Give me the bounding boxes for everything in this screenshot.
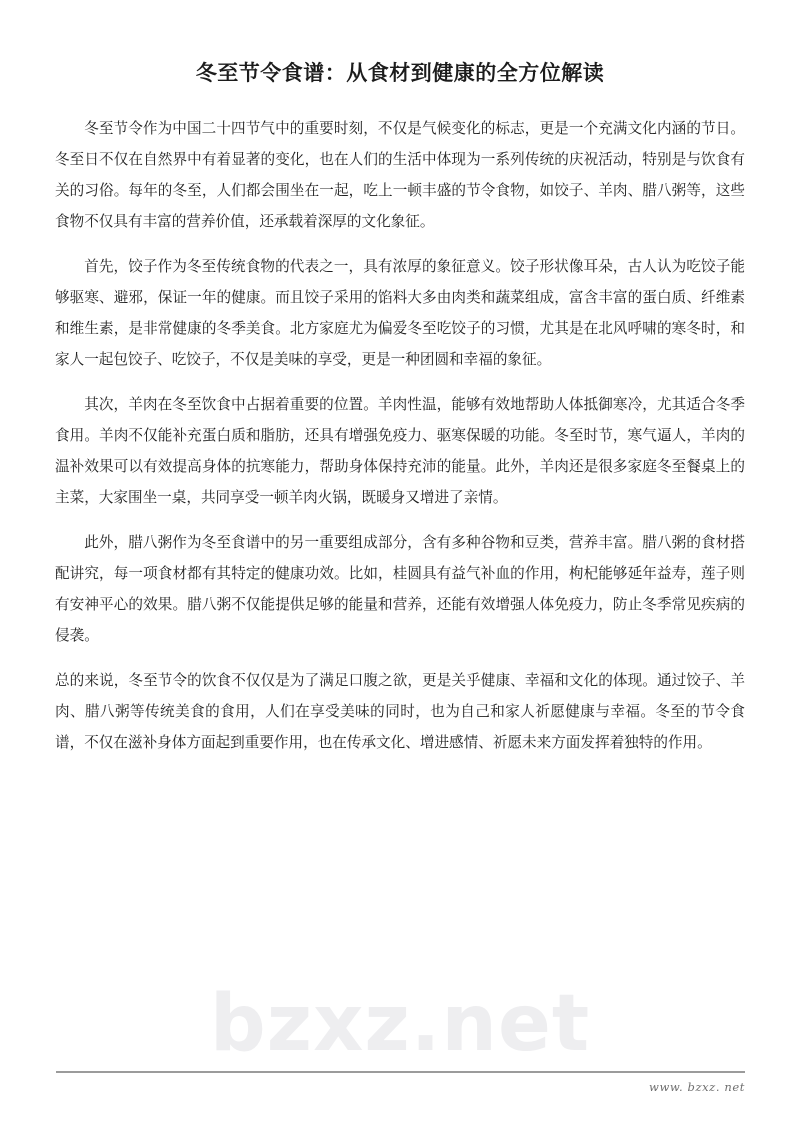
paragraph-5: 总的来说，冬至节令的饮食不仅仅是为了满足口腹之欲，更是关乎健康、幸福和文化的体现。通过饺子、羊肉、腊八粥等传统美食的食用，人们在享受美味的同时，也为自己和家人祈愿健康与幸福。冬至的节令食谱，不仅在滋补身体方面起到重要作用，也在传承文化、增进感情、祈愿未来方面发挥着独特的作用。 <box>55 672 745 752</box>
paragraph-2: 首先，饺子作为冬至传统食物的代表之一，具有浓厚的象征意义。饺子形状像耳朵，古人认为吃饺子能够驱寒、避邪，保证一年的健康。而且饺子采用的馅料大多由肉类和蔬菜组成，富含丰富的蛋白质、纤维素和维生素，是非常健康的冬季美食。北方家庭尤为偏爱冬至吃饺子的习惯，尤其是在北风呼啸的寒冬时，和家人一起包饺子、吃饺子，不仅是美味的享受，更是一种团圆和幸福的象征。 <box>55 258 745 369</box>
paragraph-4: 此外，腊八粥作为冬至食谱中的另一重要组成部分，含有多种谷物和豆类，营养丰富。腊八粥的食材搭配讲究，每一项食材都有其特定的健康功效。比如，桂圆具有益气补血的作用，枸杞能够延年益寿，莲子则有安神平心的效果。腊八粥不仅能提供足够的能量和营养，还能有效增强人体免疫力，防止冬季常见疾病的侵袭。 <box>55 534 745 645</box>
body-text <box>55 113 745 758</box>
page-title: 冬至节令食谱：从食材到健康的全方位解读 <box>195 60 605 85</box>
paragraph-1: 冬至节令作为中国二十四节气中的重要时刻，不仅是气候变化的标志，更是一个充满文化内涵的节日。冬至日不仅在自然界中有着显著的变化，也在人们的生活中体现为一系列传统的庆祝活动，特别是与饮食有关的习俗。每年的冬至，人们都会围坐在一起，吃上一顿丰盛的节令食物，如饺子、羊肉、腊八粥等，这些食物不仅具有丰富的营养价值，还承载着深厚的文化象征。 <box>55 120 745 231</box>
paragraph-3: 其次，羊肉在冬至饮食中占据着重要的位置。羊肉性温，能够有效地帮助人体抵御寒冷，尤其适合冬季食用。羊肉不仅能补充蛋白质和脂肪，还具有增强免疫力、驱寒保暖的功能。冬至时节，寒气逼人，羊肉的温补效果可以有效提高身体的抗寒能力，帮助身体保持充沛的能量。此外，羊肉还是很多家庭冬至餐桌上的主菜，大家围坐一桌，共同享受一顿羊肉火锅，既暖身又增进了亲情。 <box>55 396 745 507</box>
footer-site-note: www. bzxz. net <box>649 1080 745 1094</box>
watermark-bzxz: bzxz.net <box>209 979 591 1069</box>
footer-divider <box>56 1071 745 1073</box>
